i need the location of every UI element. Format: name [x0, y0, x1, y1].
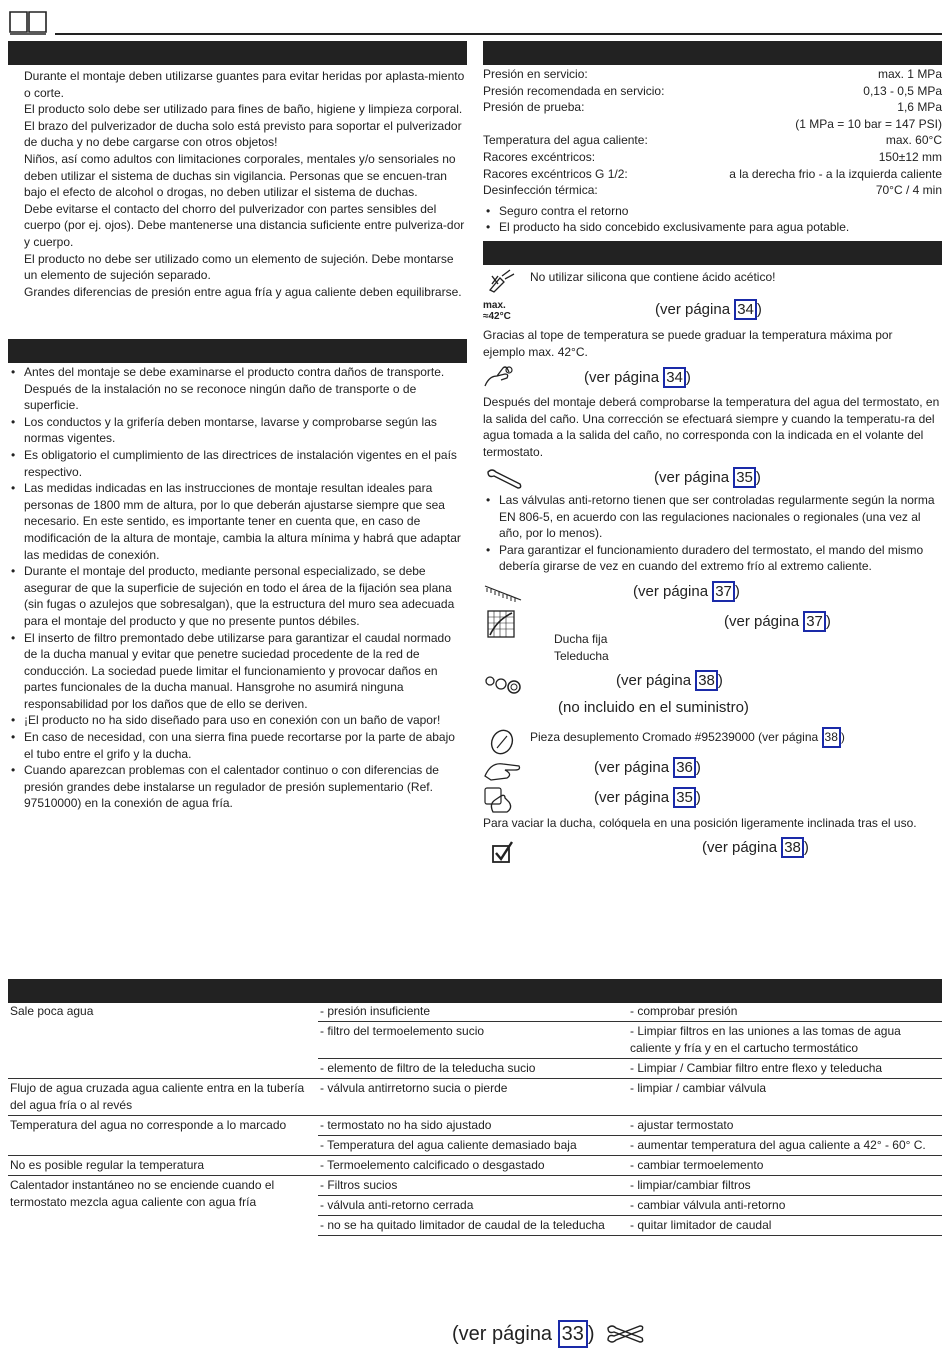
section-bar-troubleshooting [8, 979, 942, 1003]
mounting-item: • Antes del montaje se debe examinarse el producto contra daños de transporte. Después de la instalación no se reconoce ningún daño de transporte o de superficie. [8, 364, 462, 414]
specs-table [483, 66, 942, 236]
spec-row [483, 149, 942, 166]
adjust-text: Después del montaje deberá comprobarse la temperatura del agua del termostato, en la salida del caño. Una corrección se efectuará siempre y cuando la temperatu-ra del agua tomada a la salida del caño, no corresponda con la indicada en el volante del termostato. [483, 395, 940, 459]
spec-row [483, 83, 942, 100]
table-row [8, 1002, 942, 1022]
spec-row [483, 182, 942, 199]
spec-value: 150±12 mm [878, 149, 942, 164]
header-rule [55, 33, 942, 35]
cause-cell: - Temperatura del agua caliente demasiado baja [318, 1136, 628, 1156]
spec-label: Racores excéntricos G 1/2: [483, 166, 628, 181]
temp-limit-text: Gracias al tope de temperatura se puede graduar la temperatura máxima por ejemplo max. 42°C. [483, 328, 893, 359]
mounting-list [8, 364, 462, 812]
page-link[interactable]: 34 [734, 299, 757, 320]
cause-cell: - elemento de filtro de la teleducha sucio [318, 1059, 628, 1079]
operation-hand-icon [483, 786, 517, 814]
spec-bullet: • El producto ha sido concebido exclusivamente para agua potable. [483, 219, 942, 236]
ref-maintenance: (ver página 35 ) [654, 469, 761, 486]
spec-label: Presión recomendada en servicio: [483, 83, 665, 98]
remedy-cell: - limpiar/cambiar filtros [628, 1176, 942, 1196]
mounting-item: • ¡El producto no ha sido diseñado para uso en conexión con un baño de vapor! [8, 712, 462, 729]
table-row [8, 1116, 942, 1136]
maintenance-list [483, 492, 941, 575]
cause-cell: - termostato no ha sido ajustado [318, 1116, 628, 1136]
problem-cell: No es posible regular la temperatura [8, 1156, 318, 1176]
parts-icon [483, 672, 523, 696]
section-bar-mounting [8, 339, 467, 363]
maintenance-item: • Las válvulas anti-retorno tienen que ser controladas regularmente según la norma EN 806-5, en acuerdo con las regulaciones nacionales o regionales (una vez al año, por lo menos). [483, 492, 941, 542]
mounting-item: • Los conductos y la grifería deben montarse, lavarse y comprobarse según las normas vigentes. [8, 414, 462, 447]
remedy-cell: - aumentar temperatura del agua caliente a 42° - 60° C. [628, 1136, 942, 1156]
mounting-item: • En caso de necesidad, con una sierra fina puede recortarse por la parte de abajo el tubo entre el grifo y la ducha. [8, 729, 462, 762]
spec-label: Temperatura del agua caliente: [483, 133, 648, 148]
book-icon [8, 8, 48, 36]
page-link[interactable]: 33 [558, 1320, 588, 1348]
problem-cell: Sale poca agua [8, 1002, 318, 1079]
pieza-text: Pieza desuplemento Cromado #95239000 (ver página 38 ) [530, 727, 845, 748]
hand-adjust-icon [483, 364, 517, 390]
safety-paragraph: El brazo del pulverizador de ducha solo está previsto para soportar el pulverizador de ducha y no debe cargarse con otros objetos! [24, 118, 462, 150]
silicone-warning: No utilizar silicona que contiene ácido acético! [530, 270, 776, 284]
remedy-cell: - cambiar válvula anti-retorno [628, 1196, 942, 1216]
safety-paragraph: Durante el montaje deben utilizarse guantes para evitar heridas por aplasta-miento o corte. [24, 69, 465, 100]
checkbox-check-icon [490, 840, 516, 866]
spec-value: 70°C / 4 min [875, 183, 942, 198]
table-row [8, 1079, 942, 1116]
page-link[interactable]: 35 [733, 467, 756, 488]
section-bar-safety [8, 41, 467, 65]
spec-label: Presión en servicio: [483, 67, 588, 81]
cause-cell: - válvula antirretorno sucia o pierde [318, 1079, 628, 1116]
spec-row [483, 166, 942, 183]
ref-troubleshooting: (ver página 33 ) [452, 1320, 595, 1348]
mounting-item: • Las medidas indicadas en las instrucciones de montaje resultan ideales para personas de 1800 mm de altura, por lo que deberán ajustarse siempre que sea necesario. En este sentido, es importante tener en cuenta que, en caso de modificación de la altura de montaje, cambia la altura mínima y habrá que adaptar las medidas de conexión. [8, 480, 462, 563]
ref-cleaning: (ver página 36 ) [594, 759, 701, 776]
remedy-cell: - cambiar termoelemento [628, 1156, 942, 1176]
mounting-item: • Es obligatorio el cumplimiento de las directrices de instalación vigentes en el país respectivo. [8, 447, 462, 480]
ref-temp-limit: (ver página 34 ) [655, 301, 762, 318]
page-link[interactable]: 37 [712, 581, 735, 602]
ref-operation: (ver página 35 ) [594, 789, 701, 806]
safety-text [24, 68, 468, 300]
flow-diagram-icon [487, 610, 515, 638]
remedy-cell: - Limpiar / Cambiar filtro entre flexo y teleducha [628, 1059, 942, 1079]
remedy-cell: - Limpiar filtros en las uniones a las tomas de agua caliente y fría y en el cartucho termostático [628, 1022, 942, 1059]
page-link[interactable]: 38 [781, 837, 804, 858]
ref-parts: (ver página 38 ) [616, 672, 723, 689]
cause-cell: - no se ha quitado limitador de caudal de la teleducha [318, 1216, 628, 1236]
spec-label: Desinfección térmica: [483, 183, 598, 198]
max-temp-icon [483, 300, 511, 322]
troubleshooting-table [8, 1002, 942, 1236]
spec-row [483, 132, 942, 149]
page-link[interactable]: 37 [803, 611, 826, 632]
safety-paragraph: Debe evitarse el contacto del chorro del pulverizador con partes sensibles del cuerpo (por ej. ojos). Debe mantenerse una distancia suficiente entre pulveriza-dor y cuerpo. [24, 201, 465, 249]
page-link[interactable]: 36 [673, 757, 696, 778]
remedy-cell: - quitar limitador de caudal [628, 1216, 942, 1236]
mounting-item: • El inserto de filtro premontado debe utilizarse para garantizar el caudal normado de la ducha manual y evitar que penetre suciedad procedente de la red de conducción. La sociedad puede limitar el funcionamiento y provocar daños en partes funcionales de la ducha manual. Hansgrohe no asumirá ninguna responsabilidad por los daños que de ello se deriven. [8, 630, 462, 713]
spec-bullet: • Seguro contra el retorno [483, 203, 942, 220]
silicone-gun-icon [486, 266, 518, 294]
table-row [8, 1156, 942, 1176]
flow-fixed-label: Ducha fija [554, 632, 608, 646]
page-link[interactable]: 38 [695, 670, 718, 691]
maintenance-item: • Para garantizar el funcionamiento duradero del termostato, el mando del mismo debería girarse de vez en cuando del extremo frío al extremo caliente. [483, 542, 941, 575]
section-bar-specs [483, 41, 942, 65]
spec-value: a la derecha frio - a la izquierda caliente [729, 166, 942, 181]
not-included-note: (no incluido en el suministro) [558, 699, 749, 716]
spec-value: 1,6 MPa [897, 100, 942, 115]
rosette-icon [489, 728, 515, 756]
ruler-icon [483, 582, 523, 604]
max-temp-icon-value: ≈42°C [483, 311, 511, 322]
flow-hand-label: Teleducha [554, 649, 609, 663]
section-bar-instructions [483, 241, 942, 265]
remedy-cell: - comprobar presión [628, 1002, 942, 1022]
ref-dimensions: (ver página 37 ) [633, 583, 740, 600]
page-link[interactable]: 35 [673, 787, 696, 808]
spec-row [483, 99, 942, 116]
remedy-cell: - limpiar / cambiar válvula [628, 1079, 942, 1116]
safety-paragraph: Niños, así como adultos con limitaciones corporales, mentales y/o sensoriales no deben utilizar el sistema de duchas sin vigilancia. Personas que se encuen-tran bajo el efecto de alcohol o drogas, no deben utilizar el sistema de duchas. [24, 151, 456, 200]
wrench-icon [484, 466, 524, 490]
table-row [8, 1176, 942, 1196]
safety-paragraph: Grandes diferencias de presión entre agua fría y agua caliente deben equilibrarse. [24, 284, 462, 299]
problem-cell: Flujo de agua cruzada agua caliente entra en la tubería del agua fría o al revés [8, 1079, 318, 1116]
spec-label: Racores excéntricos: [483, 149, 596, 164]
cause-cell: - Filtros sucios [318, 1176, 628, 1196]
mounting-item: • Durante el montaje del producto, mediante personal especializado, se debe asegurar de que la superficie de sujeción en todo el área de la fijación sea plana (sin fugas o azulejos que sobresalgan), que la estructura del muro sea adecuada para el montaje del producto y que no presente puntos débiles. [8, 563, 462, 629]
spec-row [483, 116, 942, 133]
cause-cell: - presión insuficiente [318, 1002, 628, 1022]
spec-value: max. 1 MPa [877, 67, 942, 81]
page-link[interactable]: 38 [822, 727, 841, 748]
drain-text: Para vaciar la ducha, colóquela en una posición ligeramente inclinada tras el uso. [483, 816, 917, 830]
spec-value: (1 MPa = 10 bar = 147 PSI) [795, 116, 942, 131]
cleaning-hand-icon [483, 756, 523, 782]
problem-cell: Temperatura del agua no corresponde a lo marcado [8, 1116, 318, 1156]
spec-label: Presión de prueba: [483, 100, 585, 115]
cause-cell: - Termoelemento calcificado o desgastado [318, 1156, 628, 1176]
mounting-item: • Cuando aparezcan problemas con el calentador continuo o con diferencias de presión grandes debe instalarse un regulador de presión suplementario (Ref. 97510000) en la conexión de agua fría. [8, 762, 462, 812]
page-link[interactable]: 34 [663, 367, 686, 388]
ref-adjust: (ver página 34 ) [584, 369, 691, 386]
ref-flow: (ver página 37 ) [724, 613, 831, 630]
problem-cell: Calentador instantáneo no se enciende cuando el termostato mezcla agua caliente con agua fría [10, 1178, 275, 1209]
spec-row [483, 66, 942, 83]
safety-paragraph: El producto solo debe ser utilizado para fines de baño, higiene y limpieza corporal. [24, 102, 463, 117]
cause-cell: - válvula anti-retorno cerrada [318, 1196, 628, 1216]
max-temp-icon-label: max. [483, 300, 506, 311]
wrenches-icon [604, 1322, 646, 1346]
remedy-cell: - ajustar termostato [628, 1116, 942, 1136]
cause-cell: - filtro del termoelemento sucio [318, 1022, 628, 1059]
spec-value: max. 60°C [885, 133, 942, 148]
safety-paragraph: El producto no debe ser utilizado como un elemento de sujeción. Debe montarse un elemento de sujeción separado. [24, 251, 454, 283]
ref-test: (ver página 38 ) [702, 839, 809, 856]
spec-value: 0,13 - 0,5 MPa [863, 83, 942, 98]
